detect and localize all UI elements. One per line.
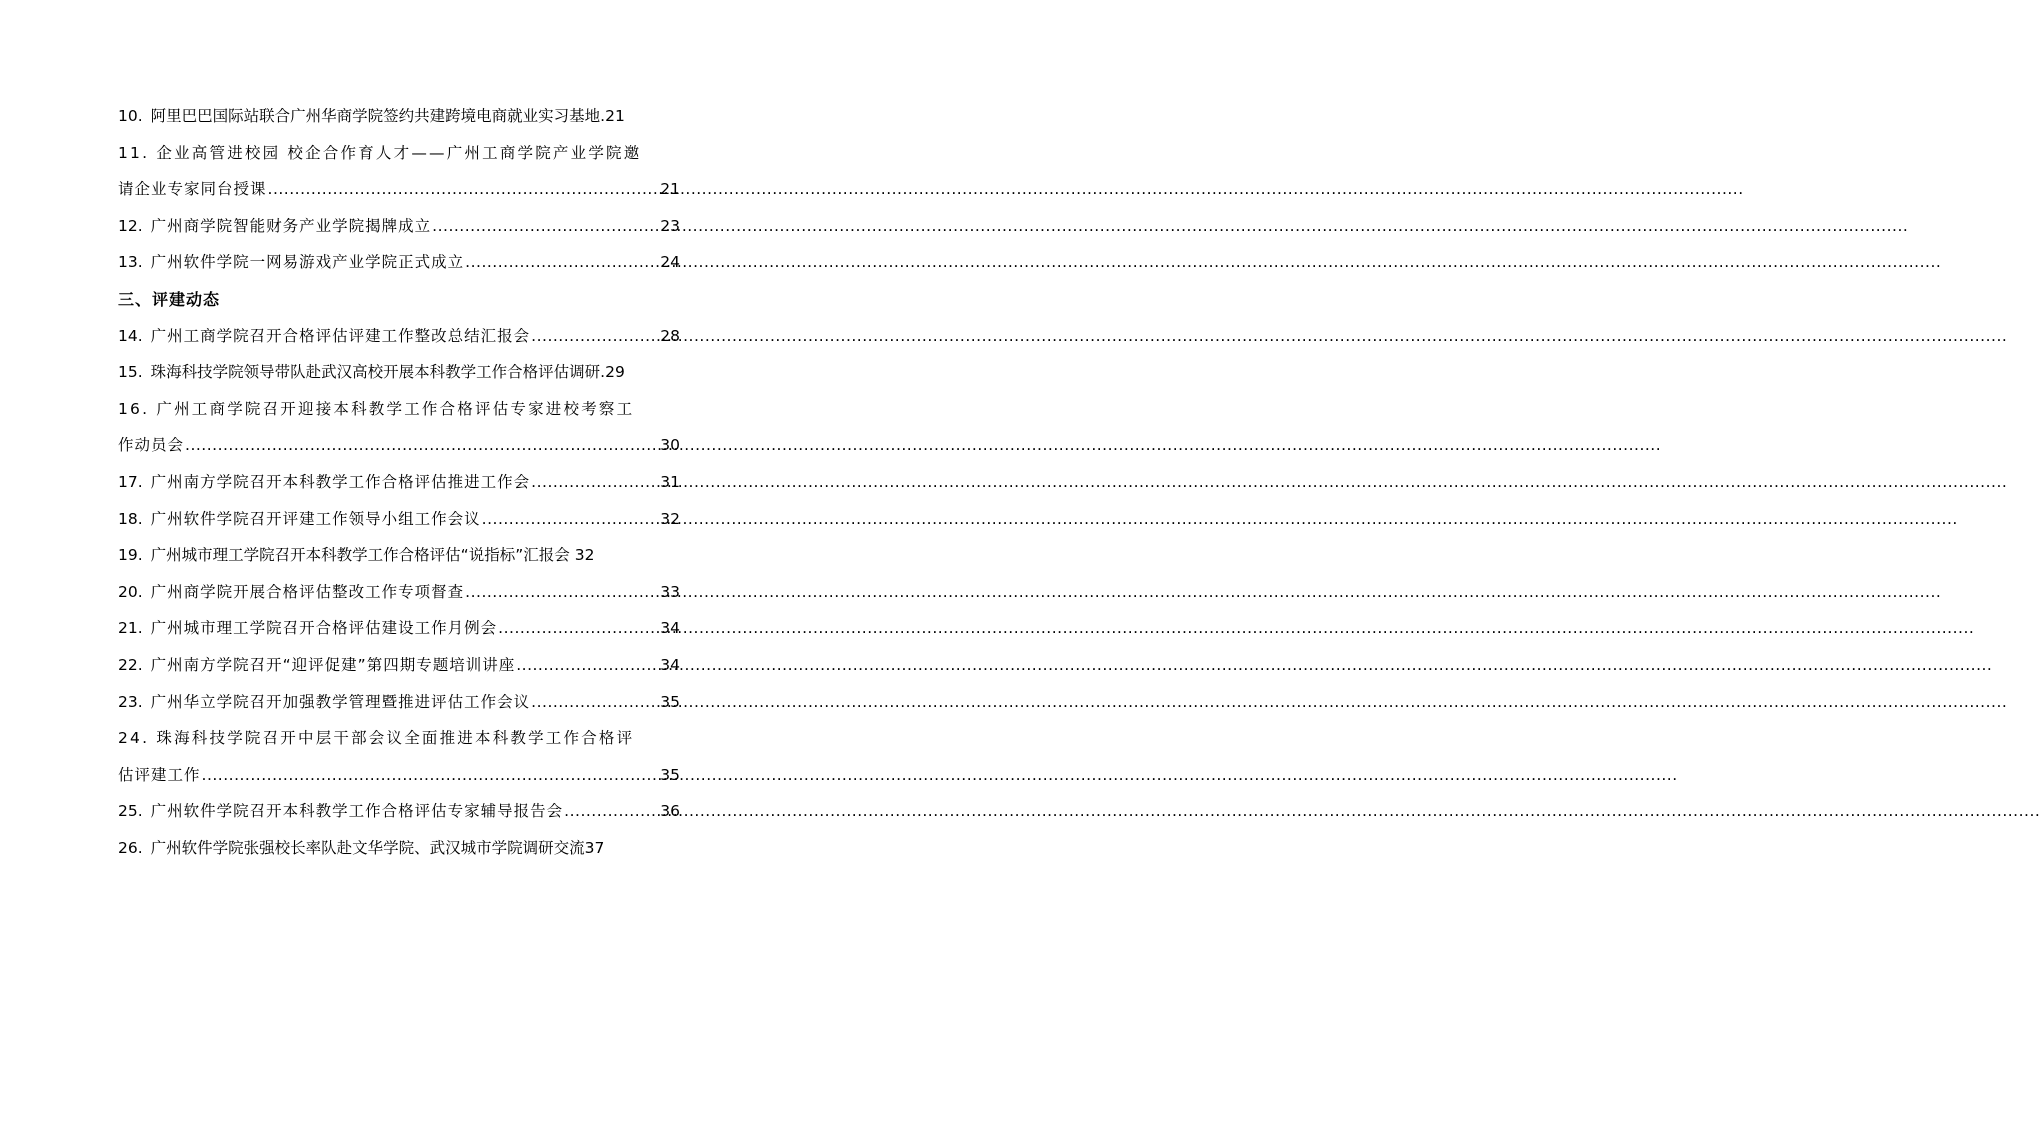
toc-entry-24-line1[interactable] <box>118 725 680 752</box>
toc-entry-page: 21 <box>605 107 625 125</box>
toc-leader-dots <box>515 652 660 679</box>
toc-entry-number: 22. <box>118 655 143 674</box>
toc-entry-17[interactable] <box>118 469 680 496</box>
toc-entry-number: 15. <box>118 363 143 382</box>
toc-entry-number: 23. <box>118 692 143 711</box>
toc-entry-page: 29 <box>605 363 625 382</box>
toc-entry-number: 20. <box>118 582 143 601</box>
toc-entry-title: 广州城市理工学院召开合格评估建设工作月例会 <box>150 619 498 638</box>
toc-entry-title: 广州南方学院召开“迎评促建”第四期专题培训讲座 <box>150 655 516 674</box>
toc-entry-page: 31 <box>660 472 680 491</box>
toc-entry-title-line1: 广州工商学院召开迎接本科教学工作合格评估专家进校考察工 <box>156 399 635 418</box>
section-heading: 三、评建动态 <box>118 289 221 309</box>
toc-entry-title: 广州工商学院召开合格评估评建工作整改总结汇报会 <box>150 326 531 345</box>
toc-entry-title: 珠海科技学院领导带队赴武汉高校开展本科教学工作合格评估调研. <box>150 363 606 382</box>
toc-entry-page: 36 <box>660 802 680 821</box>
toc-entry-title: 广州华立学院召开加强教学管理暨推进评估工作会议 <box>150 692 531 711</box>
toc-entry-18[interactable] <box>118 506 680 533</box>
toc-entry-number: 21. <box>118 619 143 638</box>
toc-entry-title: 广州商学院开展合格评估整改工作专项督查 <box>150 582 465 601</box>
toc-entry-15[interactable] <box>118 359 680 386</box>
toc-entry-number: 26. <box>118 838 143 857</box>
toc-entry-10[interactable] <box>118 103 680 130</box>
toc-entry-21[interactable] <box>118 615 680 642</box>
toc-entry-number: 12. <box>118 216 143 235</box>
toc-entry-title: 广州软件学院召开评建工作领导小组工作会议 <box>150 509 481 528</box>
toc-entry-title: 广州城市理工学院召开本科教学工作合格评估“说指标”汇报会 <box>150 546 570 565</box>
toc-entry-number: 17. <box>118 472 143 491</box>
toc-entry-page: 35 <box>660 765 680 784</box>
toc-leader-dots <box>184 432 660 459</box>
toc-entry-11[interactable] <box>118 176 680 203</box>
toc-entry-page: 35 <box>660 692 680 711</box>
toc-entry-number: 13. <box>118 253 143 272</box>
toc-entry-number: 10. <box>118 107 143 125</box>
toc-leader-dots <box>530 689 660 716</box>
toc-entry-page: 34 <box>660 655 680 674</box>
toc-entry-24[interactable] <box>118 762 680 789</box>
toc-entry-number: 25. <box>118 802 143 821</box>
toc-entry-13[interactable] <box>118 249 680 276</box>
toc-entry-page: 21 <box>660 180 680 199</box>
toc-leader-dots <box>530 323 660 350</box>
toc-entry-20[interactable] <box>118 579 680 606</box>
toc-entry-26[interactable] <box>118 835 680 862</box>
toc-entry-title: 广州软件学院召开本科教学工作合格评估专家辅导报告会 <box>150 802 564 821</box>
toc-entry-number: 18. <box>118 509 143 528</box>
toc-leader-dots <box>563 798 660 825</box>
toc-entry-page: 32 <box>574 546 595 565</box>
toc-entry-number: 19. <box>118 546 143 565</box>
toc-entry-page: 37 <box>584 838 605 857</box>
toc-entry-page: 23 <box>660 216 680 235</box>
toc-entry-title-line1: 企业高管进校园 校企合作育人才——广州工商学院产业学院邀 <box>156 143 642 162</box>
table-of-contents <box>118 103 680 871</box>
toc-entry-number: 24. <box>118 729 150 748</box>
toc-entry-22[interactable] <box>118 652 680 679</box>
toc-entry-title: 请企业专家同台授课 <box>118 180 267 199</box>
toc-entry-page: 34 <box>660 619 680 638</box>
toc-entry-number: 16. <box>118 399 150 418</box>
toc-leader-dots <box>431 213 660 240</box>
toc-entry-12[interactable] <box>118 213 680 240</box>
toc-entry-title: 广州软件学院张强校长率队赴文华学院、武汉城市学院调研交流 <box>150 838 585 857</box>
toc-entry-title: 作动员会 <box>118 436 185 455</box>
toc-leader-dots <box>267 176 661 203</box>
toc-entry-number: 11. <box>118 143 150 162</box>
toc-entry-16[interactable] <box>118 432 680 459</box>
toc-leader-dots <box>481 506 661 533</box>
toc-entry-title: 阿里巴巴国际站联合广州华商学院签约共建跨境电商就业实习基地. <box>150 107 606 125</box>
toc-entry-11-line1[interactable] <box>118 140 680 167</box>
toc-entry-number: 14. <box>118 326 143 345</box>
toc-entry-16-line1[interactable] <box>118 396 680 423</box>
toc-leader-dots <box>530 469 660 496</box>
toc-entry-25[interactable] <box>118 798 680 825</box>
toc-entry-page: 30 <box>660 436 680 455</box>
toc-entry-page: 32 <box>660 509 680 528</box>
toc-entry-page: 28 <box>660 326 680 345</box>
toc-leader-dots <box>497 615 660 642</box>
toc-entry-title: 广州软件学院一网易游戏产业学院正式成立 <box>150 253 465 272</box>
document-page <box>0 0 793 1122</box>
toc-entry-23[interactable] <box>118 689 680 716</box>
toc-entry-title: 估评建工作 <box>118 765 201 784</box>
toc-leader-dots <box>464 579 660 606</box>
toc-entry-title: 广州南方学院召开本科教学工作合格评估推进工作会 <box>150 472 531 491</box>
toc-entry-page: 24 <box>660 253 680 272</box>
toc-entry-title: 广州商学院智能财务产业学院揭牌成立 <box>150 216 432 235</box>
toc-entry-14[interactable] <box>118 323 680 350</box>
toc-entry-19[interactable] <box>118 542 680 569</box>
toc-entry-page: 33 <box>660 582 680 601</box>
toc-leader-dots <box>464 249 660 276</box>
toc-leader-dots <box>201 762 661 789</box>
toc-entry-title-line1: 珠海科技学院召开中层干部会议全面推进本科教学工作合格评 <box>156 729 635 748</box>
